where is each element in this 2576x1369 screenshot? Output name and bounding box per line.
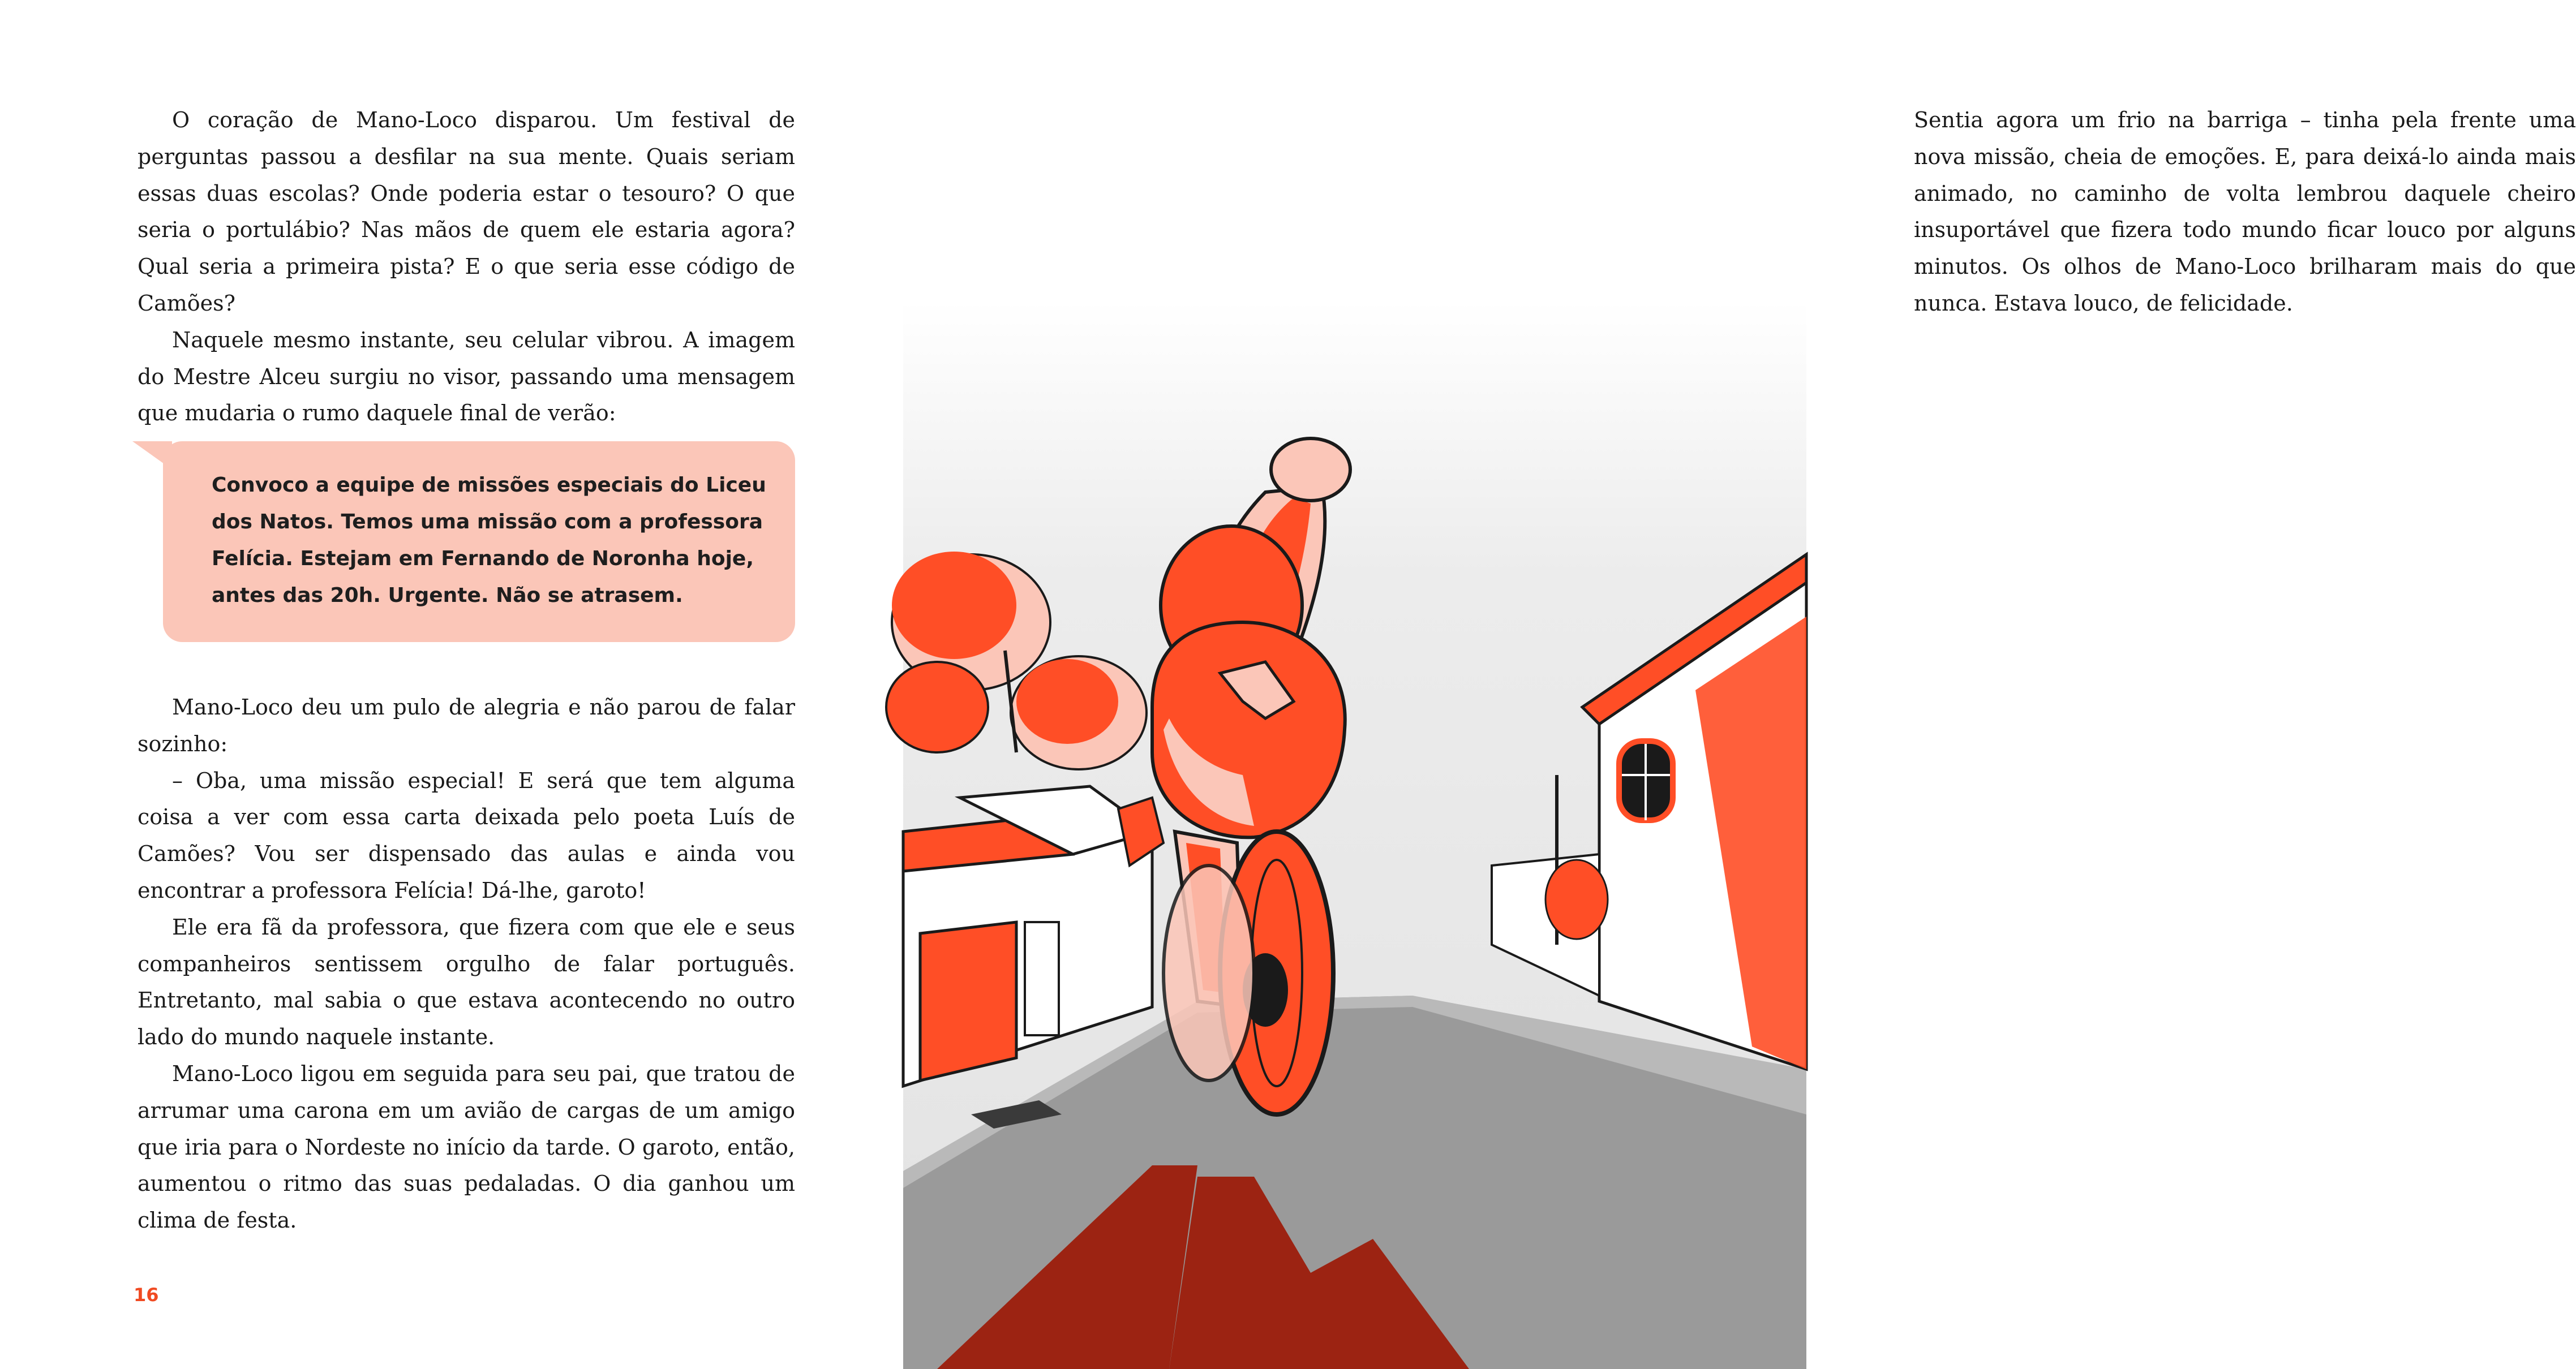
left-page xyxy=(0,0,903,1369)
paragraph: – Oba, uma missão especial! E será que tem alguma coisa a ver com essa carta deixada pelo poeta Luís de Camões? Vou ser dispensado das aulas e ainda vou encontrar a professora Felícia! Dá-lhe, garoto! xyxy=(138,768,795,903)
paragraph: Ele era fã da professora, que fizera com que ele e seus companheiros sentissem orgulho de falar português. Entretanto, mal sabia o que estava acontecendo no outro lado do mundo naquele instante. xyxy=(138,914,795,1050)
right-page xyxy=(903,0,2576,1369)
paragraph: Mano-Loco deu um pulo de alegria e não parou de falar sozinho: xyxy=(138,695,795,756)
boy-figure xyxy=(1152,438,1350,1114)
left-trees xyxy=(886,552,1147,769)
page-number: 16 xyxy=(134,1284,159,1306)
paragraph: Naquele mesmo instante, seu celular vibrou. A imagem do Mestre Alceu surgiu no visor, passando uma mensagem que mudaria o rumo daquele final de verão: xyxy=(138,327,795,426)
paragraph: Sentia agora um frio na barriga – tinha pela frente uma nova missão, cheia de emoções. E, para deixá-lo ainda mais animado, no caminho de volta lembrou daquele cheiro insuportável que fizera todo mundo ficar louco por alguns minutos. Os olhos de Mano-Loco brilharam mais do que nunca. Estava louco, de felicidade. xyxy=(1914,107,2576,316)
boy-on-bicycle-illustration xyxy=(903,436,1806,1369)
paragraph: O coração de Mano-Loco disparou. Um festival de perguntas passou a desfilar na sua mente. Quais seriam essas duas escolas? Onde poderia estar o tesouro? O que seria o portulábio? Nas mãos de quem ele estaria agora? Qual seria a primeira pista? E o que seria esse código de Camões? xyxy=(138,107,795,316)
right-text xyxy=(1914,102,2576,322)
paragraph: Mano-Loco ligou em seguida para seu pai, que tratou de arrumar uma carona em um avião de cargas de um amigo que iria para o Nordeste no início da tarde. O garoto, então, aumentou o ritmo das suas pedaladas. O dia ganhou um clima de festa. xyxy=(138,1061,795,1233)
message-line: Felícia. Estejam em Fernando de Noronha hoje, xyxy=(212,547,754,570)
right-building xyxy=(1492,554,1806,1069)
top-text xyxy=(138,102,795,432)
message-line: dos Natos. Temos uma missão com a professora xyxy=(212,510,763,533)
message-line: antes das 20h. Urgente. Não se atrasem. xyxy=(212,584,683,607)
message-line: Convoco a equipe de missões especiais do Liceu xyxy=(212,473,766,497)
bottom-text xyxy=(138,689,795,1239)
left-houses xyxy=(903,786,1164,1086)
message-text xyxy=(212,467,778,614)
